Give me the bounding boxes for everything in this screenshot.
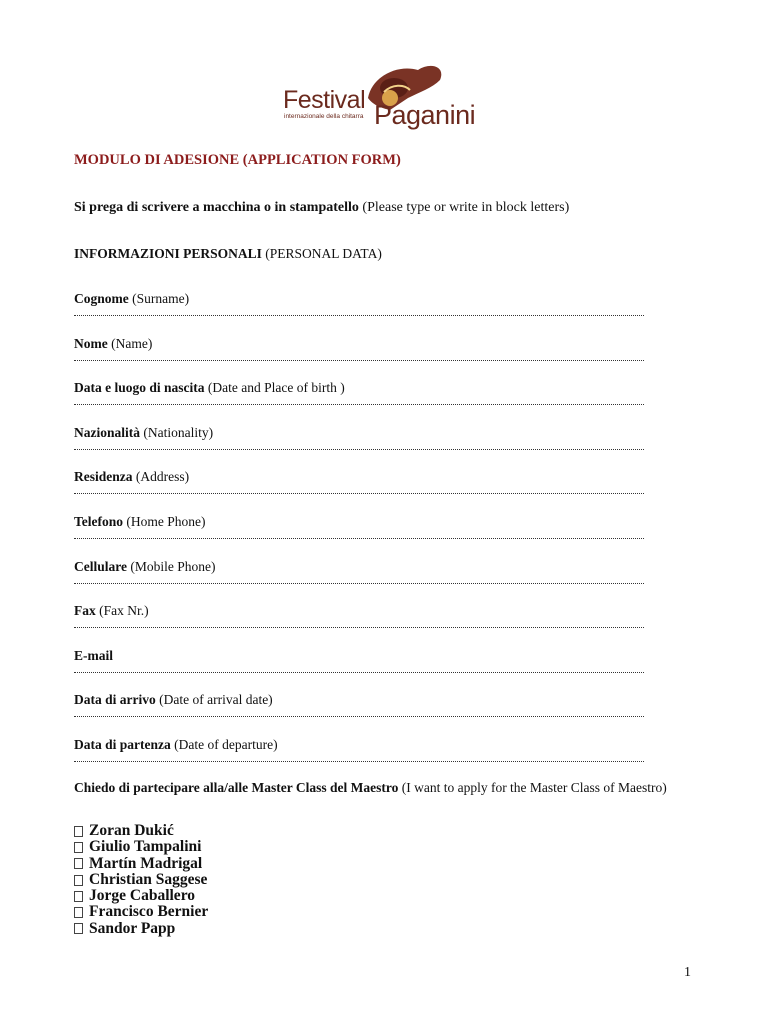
- field-input-line[interactable]: [74, 360, 644, 361]
- section-normal: (PERSONAL DATA): [265, 246, 382, 261]
- field-label-bold: Data di arrivo: [74, 692, 156, 708]
- field-label-normal: (Name): [111, 335, 153, 351]
- master-name: Jorge Caballero: [89, 887, 196, 905]
- field-input-line[interactable]: [74, 716, 644, 717]
- master-class-list: [74, 823, 208, 937]
- master-option: [74, 921, 208, 937]
- field-label: [74, 514, 206, 530]
- section-bold: INFORMAZIONI PERSONALI: [74, 246, 262, 261]
- master-name: Christian Saggese: [89, 870, 208, 888]
- field-label-bold: Telefono: [74, 514, 124, 529]
- field-input-line[interactable]: [74, 315, 644, 316]
- logo-festival-text: Festival: [283, 86, 366, 114]
- field-input-line[interactable]: [74, 449, 644, 450]
- checkbox[interactable]: [74, 826, 83, 837]
- field-label: [74, 603, 149, 619]
- field-input-line[interactable]: [74, 672, 644, 673]
- instruction-bold: Si prega di scrivere a macchina o in stampatello: [74, 200, 359, 215]
- master-option: [74, 872, 208, 888]
- field-label-normal: (Date and Place of birth ): [207, 380, 345, 396]
- field-label: [74, 291, 189, 307]
- field-input-line[interactable]: [74, 538, 644, 539]
- field-label-normal: (Mobile Phone): [130, 558, 216, 574]
- field-label: [74, 737, 278, 753]
- field-input-line[interactable]: [74, 627, 644, 628]
- section-heading: [74, 246, 382, 262]
- field-label-bold: E-mail: [74, 647, 113, 663]
- instruction-normal: (Please type or write in block letters): [362, 200, 570, 215]
- field-label-bold: Cognome: [74, 291, 129, 306]
- master-option: [74, 856, 208, 872]
- field-input-line[interactable]: [74, 493, 644, 494]
- checkbox[interactable]: [74, 842, 83, 853]
- master-option: [74, 823, 208, 839]
- field-input-line[interactable]: [74, 761, 644, 762]
- master-name: Zoran Dukić: [89, 822, 174, 839]
- master-name: Francisco Bernier: [89, 903, 209, 921]
- checkbox[interactable]: [74, 891, 83, 902]
- field-label-normal: (Address): [135, 469, 190, 485]
- field-label: [74, 692, 273, 708]
- field-label-bold: Cellulare: [74, 558, 127, 574]
- master-name: Sandor Papp: [89, 919, 176, 937]
- field-label-normal: (Fax Nr.): [99, 603, 149, 619]
- master-option: [74, 904, 208, 920]
- field-label-normal: (Date of arrival date): [159, 692, 273, 708]
- field-label: [74, 559, 216, 575]
- checkbox[interactable]: [74, 923, 83, 934]
- form-title: MODULO DI ADESIONE (APPLICATION FORM): [74, 152, 401, 168]
- page-number: 1: [684, 965, 691, 980]
- master-option: [74, 839, 208, 855]
- logo-paganini-text: Paganini: [374, 100, 476, 130]
- master-option: [74, 888, 208, 904]
- master-name: Martín Madrigal: [89, 854, 203, 872]
- field-label-bold: Data di partenza: [74, 737, 171, 752]
- checkbox[interactable]: [74, 875, 83, 886]
- instruction-line: [74, 200, 569, 216]
- field-label: [74, 648, 113, 664]
- field-label-normal: (Date of departure): [174, 737, 278, 752]
- field-label: [74, 469, 189, 485]
- field-label-normal: (Surname): [132, 291, 190, 306]
- field-label: [74, 380, 345, 396]
- checkbox[interactable]: [74, 858, 83, 869]
- field-input-line[interactable]: [74, 583, 644, 584]
- field-label-bold: Residenza: [74, 469, 133, 485]
- field-label-bold: Data e luogo di nascita: [74, 380, 205, 396]
- field-input-line[interactable]: [74, 404, 644, 405]
- master-name: Giulio Tampalini: [89, 838, 202, 856]
- master-class-request: [74, 780, 698, 796]
- field-label-bold: Fax: [74, 603, 96, 619]
- field-label-bold: Nome: [74, 335, 108, 351]
- festival-logo: [280, 58, 492, 130]
- apply-bold: Chiedo di partecipare alla/alle Master Class del Maestro: [74, 780, 399, 795]
- field-label: [74, 425, 213, 441]
- field-label-bold: Nazionalità: [74, 424, 140, 440]
- logo-subtitle-text: internazionale della chitarra: [284, 113, 364, 120]
- checkbox[interactable]: [74, 907, 83, 918]
- field-label-normal: (Nationality): [143, 424, 214, 440]
- field-label-normal: (Home Phone): [126, 514, 206, 529]
- apply-normal: (I want to apply for the Master Class of Maestro): [401, 780, 667, 795]
- field-label: [74, 336, 152, 352]
